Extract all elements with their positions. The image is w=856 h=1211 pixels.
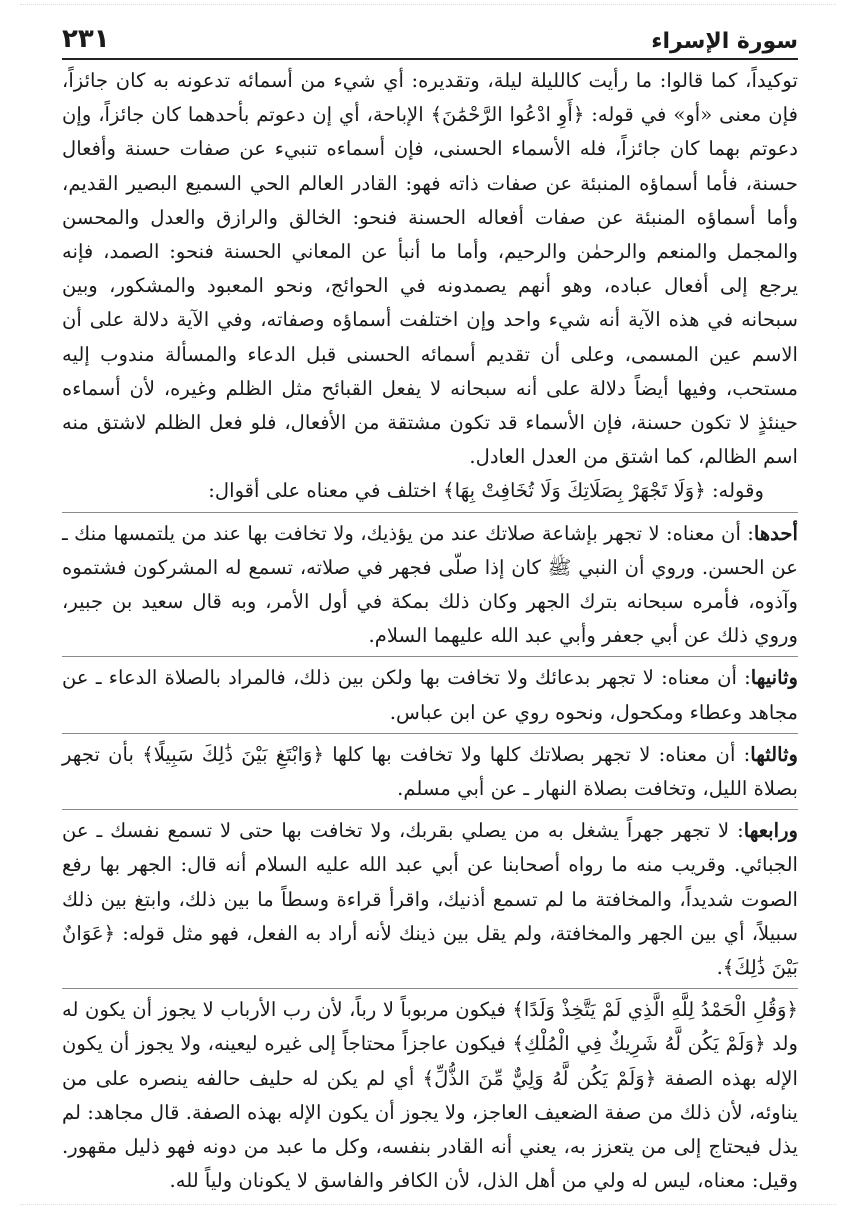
opinion-label: أحدها — [753, 521, 798, 545]
opinion-text: : أن معناه: لا تجهر بإشاعة صلاتك عند من يؤذيك، ولا تخافت بها عند من يلتمسها منك ـ عن الحسن. وروي أن النبي ﷺ كان إذا صلّى فجهر في صلاته، تسمع له المشركون فشتموه وآذوه، فأمره سبحانه بترك الجهر وكان ذلك بمكة في أول الأمر، وبه قال سعيد بن جبير، وروي ذلك عن أبي جعفر وأبي عبد الله عليهما السلام. — [62, 521, 798, 648]
paragraph-first-opinion — [62, 517, 798, 654]
page-number: ٢٣١ — [62, 24, 110, 54]
paragraph-names-of-god: توكيداً، كما قالوا: ما رأيت كالليلة ليلة، وتقديره: أي شيء من أسمائه تدعونه به كان جائزاً، فإن معنى «أو» في قوله: ﴿أَوِ ادْعُوا الرَّحْمَٰنَ﴾ الإباحة، أي إن دعوتم بأحدهما كان جائزاً، وإن دعوتم بهما كان جائزاً، فله الأسماء الحسنى، فإن أسماءه تنبيء عن صفات حسنة وأفعال حسنة، فأما أسماؤه المنبئة عن صفات ذاته فهو: القادر العالم الحي السميع البصير القديم، وأما أسماؤه المنبئة عن صفات أفعاله الحسنة فنحو: الخالق والرازق والعدل والمحسن والمجمل والمنعم والرحمٰن والرحيم، وأما ما أنبأ عن المعاني الحسنة فنحو: الصمد، فإنه يرجع إلى أفعال عباده، وهو أنهم يصمدونه في الحوائج، ونحو المعبود والمشكور، وبين سبحانه في هذه الآية أنه شيء واحد وإن اختلفت أسماؤه وصفاته، وفي الآية دلالة على أن الاسم عين المسمى، وعلى أن تقديم أسمائه الحسنى قبل الدعاء والمسألة مندوب إليه مستحب، وفيها أيضاً دلالة على أنه سبحانه لا يفعل القبائح مثل الظلم وغيره، لأن أسماءه حينئذٍ لا تكون حسنة، فإن الأسماء قد تكون مشتقة من الأفعال، فلو فعل الظلم لاشتق منه اسم الظالم، كما اشتق من العدل العادل. — [62, 69, 798, 469]
divider — [62, 809, 798, 810]
paragraph-verse-commentary: ﴿وَقُلِ الْحَمْدُ لِلَّهِ الَّذِي لَمْ يَتَّخِذْ وَلَدًا﴾ فيكون مربوباً لا رباً، لأن رب الأرباب لا يجوز أن يكون له ولد ﴿وَلَمْ يَكُن لَّهُ شَرِيكٌ فِي الْمُلْكِ﴾ فيكون عاجزاً محتاجاً إلى غيره ليعينه، ولا يجوز أن يكون الإله بهذه الصفة ﴿وَلَمْ يَكُن لَّهُ وَلِيٌّ مِّنَ الذُّلِّ﴾ أي لم يكن له حليف حالفه ينصره على من يناوئه، لأن ذلك من صفة الضعيف العاجز، ولا يجوز أن يكون الإله بهذه الصفة. قال مجاهد: لم يذل فيحتاج إلى من يتعزز به، يعني أنه القادر بنفسه، وكل ما عبد من دونه فهو ذليل مقهور. وقيل: معناه، ليس له ولي من أهل الذل، لأن الكافر والفاسق لا يكونان ولياً لله. — [62, 998, 798, 1193]
opinion-label: وثانيها — [750, 666, 798, 690]
page-body — [62, 64, 798, 1193]
divider — [62, 988, 798, 989]
opinion-text: : أن معناه: لا تجهر بدعائك ولا تخافت بها ولكن بين ذلك، فالمراد بالصلاة الدعاء ـ عن مجاهد وعطاء ومكحول، ونحوه روي عن ابن عباس. — [62, 666, 798, 724]
paragraph-fourth-opinion — [62, 814, 798, 985]
paragraph-verse-intro: وقوله: ﴿وَلَا تَجْهَرْ بِصَلَاتِكَ وَلَا تُخَافِتْ بِهَا﴾ اختلف في معناه على أقوال: — [208, 479, 764, 503]
divider — [62, 656, 798, 657]
opinion-text: : أن معناه: لا تجهر بصلاتك كلها ولا تخافت بها كلها ﴿وَابْتَغِ بَيْنَ ذَٰلِكَ سَبِيلًا﴾ بأن تجهر بصلاة الليل، وتخافت بصلاة النهار ـ عن أبي مسلم. — [62, 742, 798, 801]
opinion-label: ورابعها — [743, 819, 798, 843]
divider — [62, 512, 798, 513]
surah-title: سورة الإسراء — [651, 29, 798, 54]
opinion-text: : لا تجهر جهراً يشغل به من يصلي بقربك، ولا تخافت بها حتى لا تسمع نفسك ـ عن الجبائي. وقريب منه ما رواه أصحابنا عن أبي عبد الله عليه السلام أنه قال: الجهر بها رفع الصوت شديداً، والمخافتة ما لم تسمع أذنيك، واقرأ قراءة وسطاً ما بين ذلك، وابتغ بين ذلك سبيلاً، أي بين الجهر والمخافتة، ولم يقل بين ذينك لأنه أراد به الفعل، فهو مثل قوله: ﴿عَوَانٌ بَيْنَ ذَٰلِكَ﴾. — [62, 819, 798, 980]
scan-edge-bottom — [20, 1196, 836, 1205]
paragraph-second-opinion — [62, 661, 798, 729]
paragraph-third-opinion — [62, 738, 798, 806]
page-header — [62, 14, 798, 60]
opinion-label: وثالثها — [750, 742, 798, 766]
divider — [62, 733, 798, 734]
